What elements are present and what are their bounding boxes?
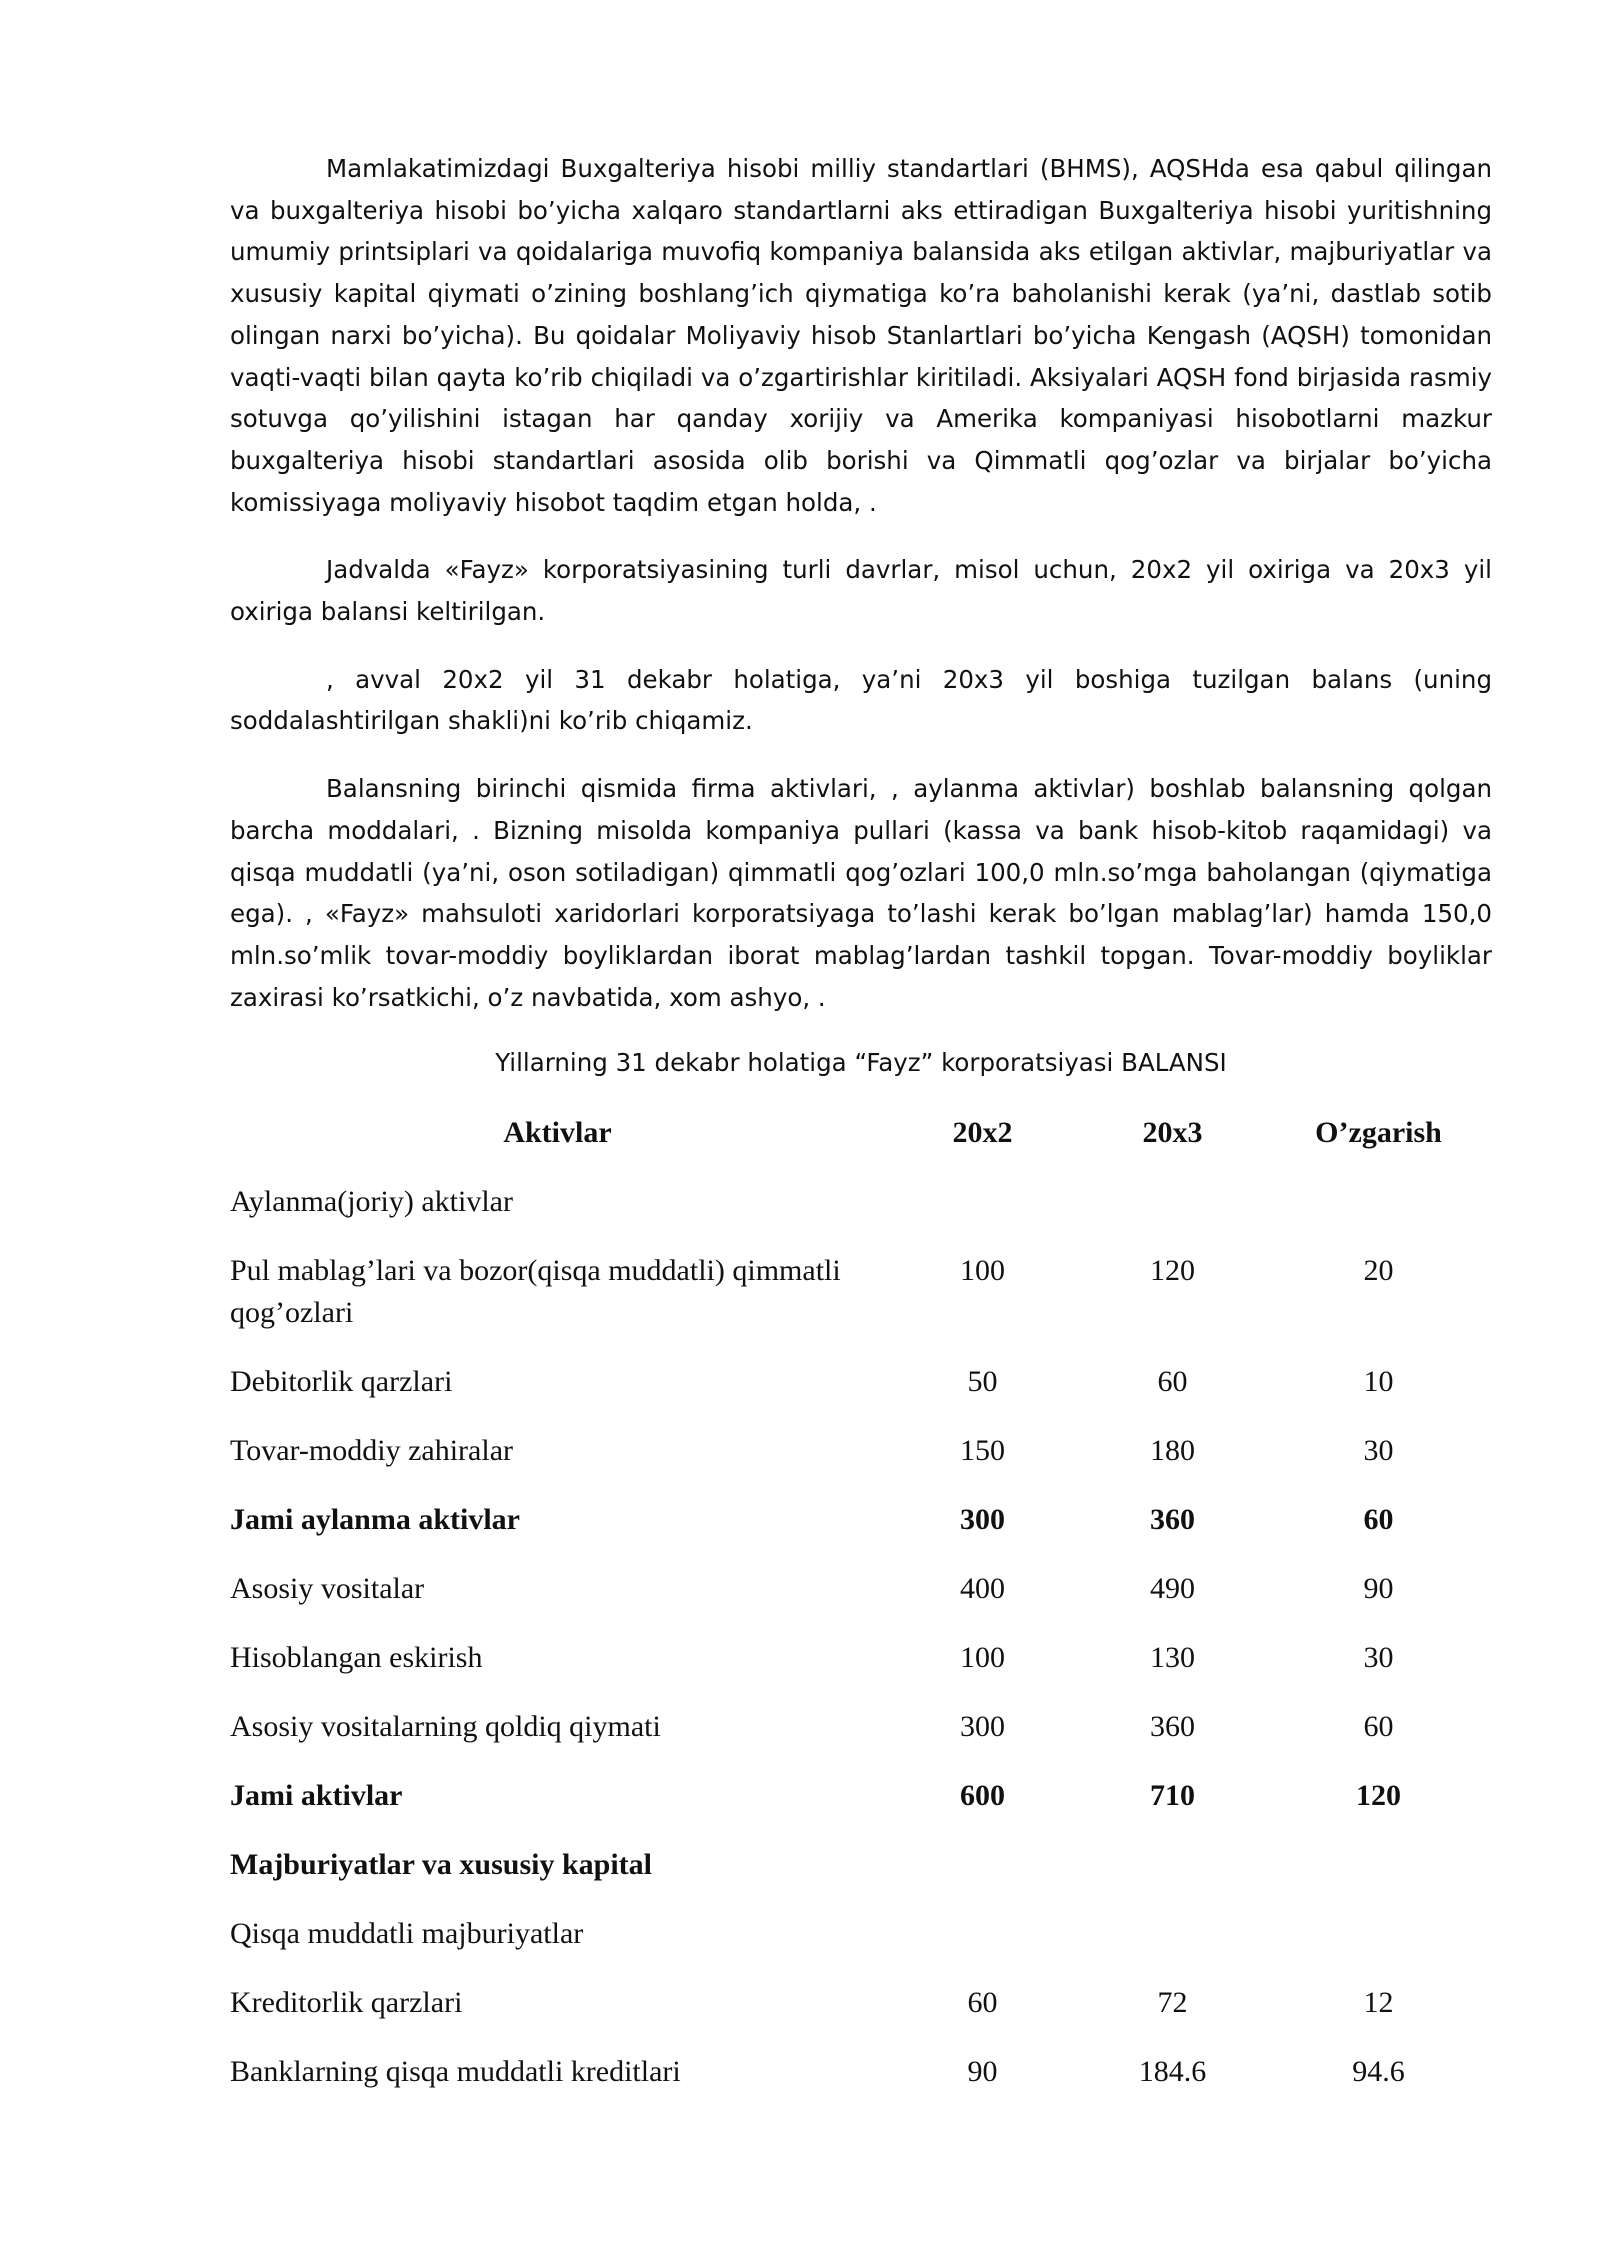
table-caption: Yillarning 31 dekabr holatiga “Fayz” korporatsiyasi BALANSI bbox=[495, 1048, 1227, 1078]
cell-20x3: 360 bbox=[1150, 1503, 1195, 1537]
cell-20x2: 60 bbox=[967, 1986, 998, 2020]
row-label: Majburiyatlar va xususiy kapital bbox=[230, 1848, 653, 1882]
cell-change bbox=[1265, 1168, 1492, 1237]
cell-20x2: 90 bbox=[967, 2055, 998, 2089]
cell-20x2: 150 bbox=[960, 1434, 1005, 1468]
table-row bbox=[230, 1900, 1492, 1969]
header-20x3: 20x3 bbox=[1142, 1116, 1203, 1150]
row-label: Hisoblangan eskirish bbox=[230, 1641, 483, 1675]
row-label: Aylanma(joriy) aktivlar bbox=[230, 1185, 513, 1219]
table-row bbox=[230, 1348, 1492, 1417]
row-label: Qisqa muddatli majburiyatlar bbox=[230, 1917, 584, 1951]
cell-20x3: 120 bbox=[1150, 1254, 1195, 1288]
row-label: Asosiy vositalar bbox=[230, 1572, 425, 1606]
table-row bbox=[230, 2038, 1492, 2107]
cell-change: 60 bbox=[1363, 1710, 1394, 1744]
table-row bbox=[230, 1168, 1492, 1237]
cell-change: 90 bbox=[1363, 1572, 1394, 1606]
cell-20x3: 184.6 bbox=[1138, 2055, 1207, 2089]
cell-20x2: 600 bbox=[960, 1779, 1005, 1813]
cell-change: 120 bbox=[1356, 1779, 1401, 1813]
row-label: Debitorlik qarzlari bbox=[230, 1365, 453, 1399]
cell-20x3 bbox=[1080, 1168, 1265, 1237]
cell-20x3: 72 bbox=[1157, 1986, 1188, 2020]
cell-20x2: 100 bbox=[960, 1254, 1005, 1288]
cell-20x3 bbox=[1080, 1831, 1265, 1900]
balance-table bbox=[230, 1098, 1492, 2107]
table-row-total bbox=[230, 1486, 1492, 1555]
cell-20x2: 300 bbox=[960, 1503, 1005, 1537]
table-row bbox=[230, 1237, 1492, 1348]
table-row bbox=[230, 1417, 1492, 1486]
table-section-row bbox=[230, 1831, 1492, 1900]
cell-change: 10 bbox=[1363, 1365, 1394, 1399]
cell-20x2 bbox=[885, 1831, 1080, 1900]
cell-20x3: 130 bbox=[1150, 1641, 1195, 1675]
cell-20x3: 490 bbox=[1150, 1572, 1195, 1606]
header-aktivlar: Aktivlar bbox=[503, 1116, 612, 1150]
header-20x2: 20x2 bbox=[952, 1116, 1013, 1150]
cell-change bbox=[1265, 1900, 1492, 1969]
table-row bbox=[230, 1624, 1492, 1693]
cell-20x3: 710 bbox=[1150, 1779, 1195, 1813]
paragraph-1: Mamlakatimizdagi Buxgalteriya hisobi milliy standartlari (BHMS), AQSHda esa qabul qilingan va buxgalteriya hisobi bo’yicha xalqaro standartlarni aks ettiradigan Buxgalteriya hisobi yuritishning umumiy printsiplari va qoidalariga muvofiq kompaniya balansida aks etilgan aktivlar, majburiyatlar va xususiy kapital qiymati o’zining boshlang’ich qiymatiga ko’ra baholanishi kerak (ya’ni, dastlab sotib olingan narxi bo’yicha). Bu qoidalar Moliyaviy hisob Stanlartlari bo’yicha Kengash (AQSH) tomonidan vaqti-vaqti bilan qayta ko’rib chiqiladi va o’zgartirishlar kiritiladi. Aksiyalari AQSH fond birjasida rasmiy sotuvga qo’yilishini istagan har qanday xorijiy va Amerika kompaniyasi hisobotlarni mazkur buxgalteriya hisobi standartlari asosida olib borishi va Qimmatli qog’ozlar va birjalar bo’yicha komissiyaga moliyaviy hisobot taqdim etgan holda, . bbox=[230, 154, 1492, 517]
cell-20x2 bbox=[885, 1900, 1080, 1969]
cell-20x2: 300 bbox=[960, 1710, 1005, 1744]
table-row bbox=[230, 1969, 1492, 2038]
cell-20x2: 400 bbox=[960, 1572, 1005, 1606]
paragraph-4: Balansning birinchi qismida firma aktivlari, , aylanma aktivlar) boshlab balansning qolgan barcha moddalari, . Bizning misolda kompaniya pullari (kassa va bank hisob-kitob raqamidagi) va qisqa muddatli (ya’ni, oson sotiladigan) qimmatli qog’ozlari 100,0 mln.so’mga baholangan (qiymatiga ega). , «Fayz» mahsuloti xaridorlari korporatsiyaga to’lashi kerak bo’lgan mablag’lar) hamda 150,0 mln.so’mlik tovar-moddiy boyliklardan iborat mablag’lardan tashkil topgan. Tovar-moddiy boyliklar zaxirasi ko’rsatkichi, o’z navbatida, xom ashyo, . bbox=[230, 774, 1492, 1012]
cell-change: 94.6 bbox=[1352, 2055, 1405, 2089]
table-row-total bbox=[230, 1762, 1492, 1831]
table-row bbox=[230, 1693, 1492, 1762]
row-label: Jami aktivlar bbox=[230, 1779, 403, 1813]
cell-20x2: 100 bbox=[960, 1641, 1005, 1675]
paragraph-2: Jadvalda «Fayz» korporatsiyasining turli davrlar, misol uchun, 20x2 yil oxiriga va 20x3 yil oxiriga balansi keltirilgan. bbox=[230, 555, 1492, 627]
table-header-row bbox=[230, 1098, 1492, 1168]
cell-20x3: 180 bbox=[1150, 1434, 1195, 1468]
document-page bbox=[230, 148, 1492, 2107]
cell-20x2: 50 bbox=[967, 1365, 998, 1399]
cell-change bbox=[1265, 1831, 1492, 1900]
row-label: Asosiy vositalarning qoldiq qiymati bbox=[230, 1710, 661, 1744]
table-row bbox=[230, 1555, 1492, 1624]
cell-change: 30 bbox=[1363, 1434, 1394, 1468]
row-label: Tovar-moddiy zahiralar bbox=[230, 1434, 514, 1468]
row-label: Kreditorlik qarzlari bbox=[230, 1986, 463, 2020]
header-ozgarish: O’zgarish bbox=[1315, 1116, 1442, 1150]
cell-change: 12 bbox=[1363, 1986, 1394, 2020]
cell-20x3: 360 bbox=[1150, 1710, 1195, 1744]
row-label: Pul mablag’lari va bozor(qisqa muddatli) qimmatli qog’ozlari bbox=[230, 1254, 841, 1330]
cell-change: 60 bbox=[1363, 1503, 1394, 1537]
cell-20x2 bbox=[885, 1168, 1080, 1237]
cell-change: 20 bbox=[1363, 1254, 1394, 1288]
paragraph-3: , avval 20x2 yil 31 dekabr holatiga, ya’ni 20x3 yil boshiga tuzilgan balans (uning soddalashtirilgan shakli)ni ko’rib chiqamiz. bbox=[230, 664, 1492, 736]
cell-change: 30 bbox=[1363, 1641, 1394, 1675]
row-label: Banklarning qisqa muddatli kreditlari bbox=[230, 2055, 681, 2089]
cell-20x3: 60 bbox=[1157, 1365, 1188, 1399]
cell-20x3 bbox=[1080, 1900, 1265, 1969]
row-label: Jami aylanma aktivlar bbox=[230, 1503, 520, 1537]
